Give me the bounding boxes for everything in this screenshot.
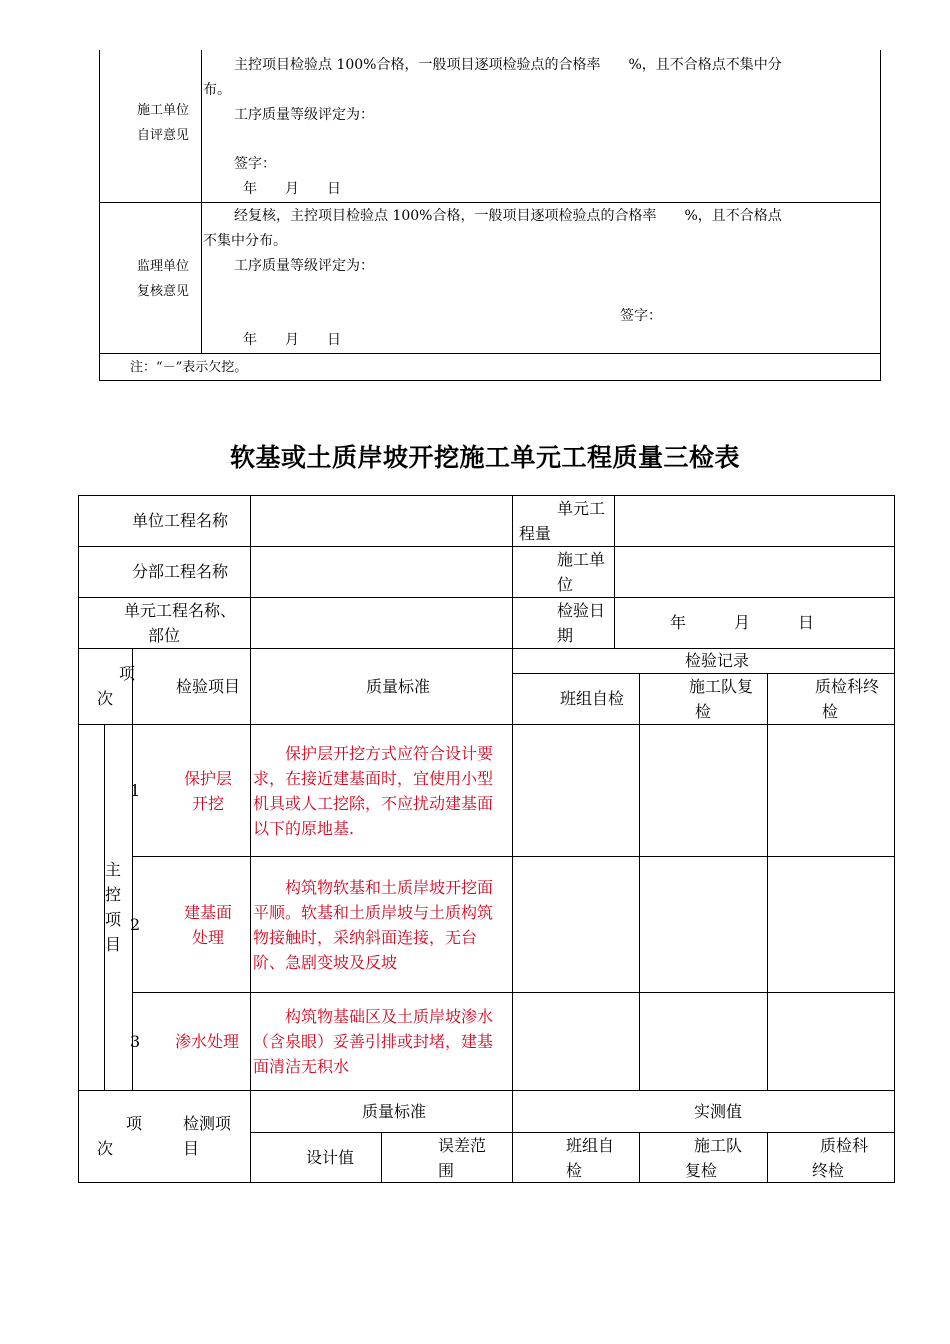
item-standard: 机具或人工挖除，不应扰动建基面 — [253, 794, 494, 813]
main-control-label-2: 控 — [105, 885, 122, 904]
self-eval-text-1: 主控项目检验点 100%合格，一般项目逐项检验点的合格率 %，且不合格点不集中分 — [234, 57, 782, 73]
item-standard: 以下的原地基. — [253, 819, 355, 838]
measure-item-header-1: 检测项 — [183, 1114, 232, 1133]
unit-quantity-label-2: 程量 — [519, 524, 552, 543]
self-eval-grade: 工序质量等级评定为： — [234, 107, 374, 123]
item-standard: 物接触时，采纳斜面连接，无台 — [253, 928, 478, 947]
tolerance-header-1: 误差范 — [438, 1136, 487, 1155]
construction-unit-label-1: 施工单 — [557, 550, 606, 569]
self-eval-text-2: 布。 — [203, 82, 231, 98]
supervisor-text-1: 经复核，主控项目检验点 100%合格，一般项目逐项检验点的合格率 %，且不合格点 — [234, 208, 782, 224]
supervisor-sign: 签字： — [620, 308, 662, 324]
crew-recheck-header-1: 施工队复 — [689, 677, 754, 696]
supervisor-text-2: 不集中分布。 — [203, 233, 287, 249]
inspect-record-header: 检验记录 — [685, 651, 750, 670]
quality-standard-header: 质量标准 — [366, 677, 431, 696]
item-number: 1 — [130, 781, 141, 800]
qc-final-header-1: 质检科终 — [815, 677, 880, 696]
supervisor-label-2: 复核意见 — [137, 284, 190, 299]
bottom-qc-header-1: 质检科 — [820, 1136, 869, 1155]
unit-quantity-label-1: 单元工 — [557, 499, 606, 518]
measured-value-header: 实测值 — [694, 1102, 743, 1121]
item-name: 处理 — [192, 928, 225, 947]
design-value-header: 设计值 — [306, 1148, 355, 1167]
item-standard: 保护层开挖方式应符合设计要 — [253, 744, 494, 763]
item-standard: 求，在接近建基面时，宜使用小型 — [253, 769, 494, 788]
bottom-crew-header-1: 施工队 — [694, 1136, 743, 1155]
tolerance-header-2: 围 — [438, 1161, 455, 1180]
item-name: 保护层 — [184, 769, 233, 788]
item-name: 开挖 — [192, 794, 225, 813]
element-name-label-2: 部位 — [148, 626, 181, 645]
item-standard: 面清洁无积水 — [253, 1057, 350, 1076]
self-eval-sign: 签字： — [234, 156, 276, 172]
item-standard: 平顺。软基和土质岸坡与土质构筑 — [253, 903, 494, 922]
item-name: 渗水处理 — [175, 1032, 240, 1051]
main-control-label-4: 目 — [105, 935, 122, 954]
inspect-item-header: 检验项目 — [176, 677, 241, 696]
bottom-crew-header-2: 复检 — [685, 1161, 718, 1180]
item-name: 建基面 — [184, 903, 233, 922]
bottom-quality-standard-header: 质量标准 — [362, 1102, 427, 1121]
self-eval-date: 年 月 日 — [243, 181, 341, 197]
bottom-team-header-1: 班组自 — [566, 1136, 615, 1155]
crew-recheck-header-2: 检 — [695, 702, 712, 721]
inspection-date-label-2: 期 — [557, 626, 574, 645]
inspection-date-value: 年 月 日 — [670, 613, 815, 632]
measure-item-header-2: 目 — [183, 1139, 200, 1158]
supervisor-date: 年 月 日 — [243, 332, 341, 348]
seq-header-1: 项 — [119, 664, 136, 683]
qc-final-header-2: 检 — [822, 702, 839, 721]
supervisor-label-1: 监理单位 — [137, 259, 190, 274]
item-standard: 阶、急剧变坡及反坡 — [253, 953, 398, 972]
main-control-label-1: 主 — [105, 860, 122, 879]
item-standard: 构筑物基础区及土质岸坡渗水 — [253, 1007, 494, 1026]
bottom-qc-header-2: 终检 — [812, 1161, 845, 1180]
unit-project-name-label: 单位工程名称 — [132, 511, 229, 530]
inspection-date-label-1: 检验日 — [557, 601, 606, 620]
element-name-label-1: 单元工程名称、 — [124, 601, 237, 620]
page-title: 软基或土质岸坡开挖施工单元工程质量三检表 — [230, 443, 741, 472]
team-check-header: 班组自检 — [560, 689, 625, 708]
construction-unit-label-2: 位 — [557, 575, 574, 594]
self-eval-label-1: 施工单位 — [137, 103, 190, 118]
bottom-seq-header-1: 项 — [126, 1114, 143, 1133]
supervisor-grade: 工序质量等级评定为： — [234, 258, 374, 274]
division-project-name-label: 分部工程名称 — [132, 562, 229, 581]
bottom-team-header-2: 检 — [566, 1161, 583, 1180]
item-standard: 构筑物软基和土质岸坡开挖面 — [253, 878, 494, 897]
main-control-label-3: 项 — [105, 910, 122, 929]
item-number: 2 — [130, 915, 141, 934]
table-note: 注：“－”表示欠挖。 — [130, 360, 248, 375]
seq-header-2: 次 — [97, 689, 114, 708]
item-number: 3 — [130, 1032, 141, 1051]
bottom-seq-header-2: 次 — [97, 1139, 114, 1158]
item-standard: （含泉眼）妥善引排或封堵，建基 — [253, 1032, 494, 1051]
self-eval-label-2: 自评意见 — [137, 128, 190, 143]
